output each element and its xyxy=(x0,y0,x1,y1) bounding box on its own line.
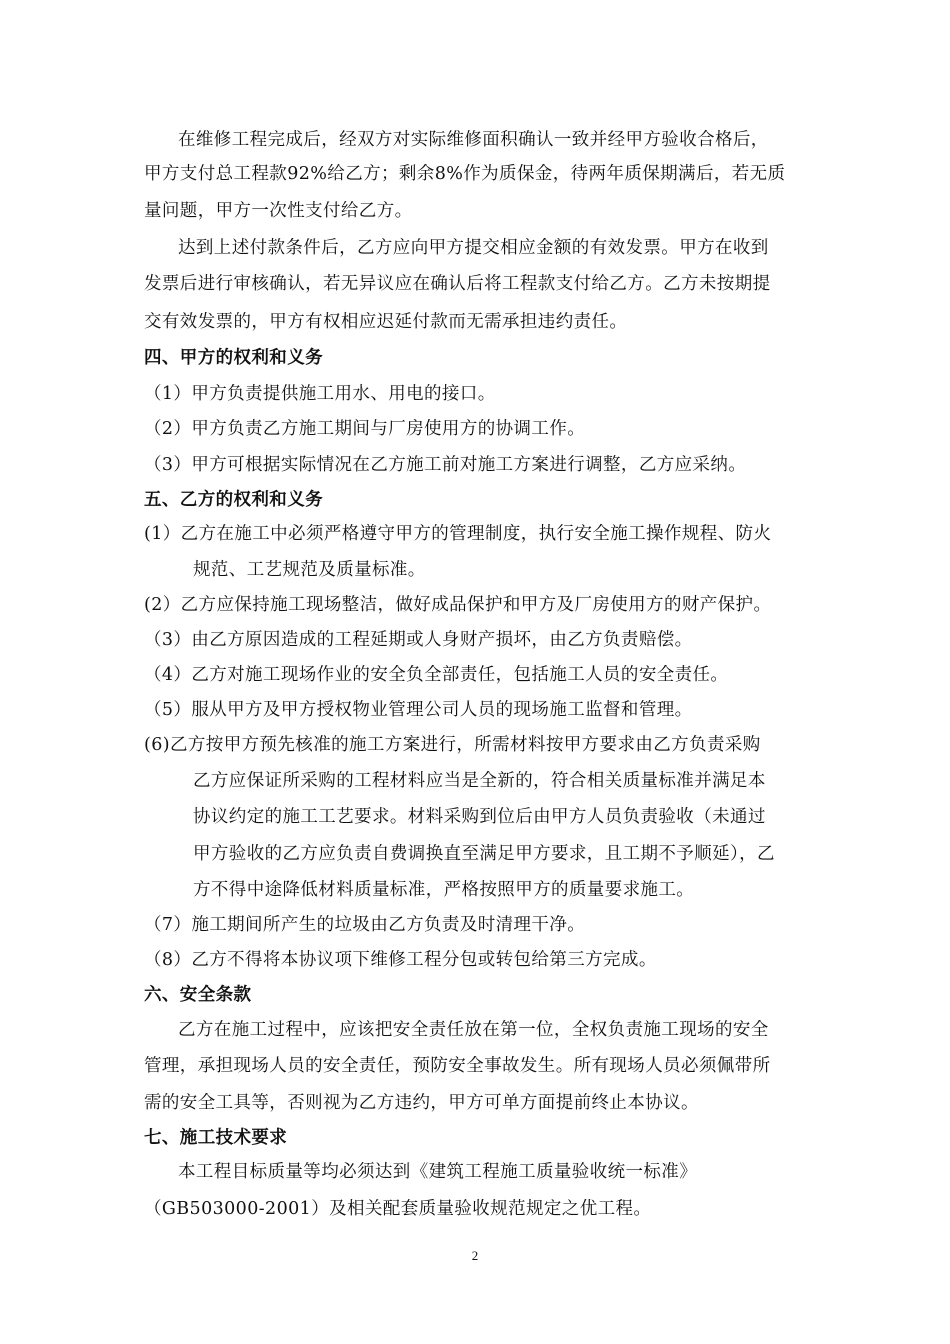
list-item: (2）乙方应保持施工现场整洁，做好成品保护和甲方及厂房使用方的财产保护。 xyxy=(144,595,772,615)
page-number: 2 xyxy=(471,1248,479,1263)
list-item: （1）甲方负责提供施工用水、用电的接口。 xyxy=(144,384,496,404)
payment-paragraph-line: 量问题，甲方一次性支付给乙方。 xyxy=(144,201,413,221)
list-item: （7）施工期间所产生的垃圾由乙方负责及时清理干净。 xyxy=(144,915,586,935)
list-item: （8）乙方不得将本协议项下维修工程分包或转包给第三方完成。 xyxy=(144,950,657,970)
payment-paragraph-line: 甲方支付总工程款92%给乙方；剩余8%作为质保金，待两年质保期满后，若无质 xyxy=(144,164,786,184)
tech-paragraph-line: （GB503000-2001）及相关配套质量验收规范规定之优工程。 xyxy=(144,1199,652,1219)
section-heading: 五、乙方的权利和义务 xyxy=(144,490,323,510)
list-item-continuation: 协议约定的施工工艺要求。材料采购到位后由甲方人员负责验收（未通过 xyxy=(193,807,766,827)
tech-paragraph-line: 本工程目标质量等均必须达到《建筑工程施工质量验收统一标准》 xyxy=(178,1162,698,1182)
list-item: (1）乙方在施工中必须严格遵守甲方的管理制度，执行安全施工操作规程、防火 xyxy=(144,524,772,544)
list-item-continuation: 甲方验收的乙方应负责自费调换直至满足甲方要求，且工期不予顺延），乙 xyxy=(193,844,775,864)
list-item: (6)乙方按甲方预先核准的施工方案进行，所需材料按甲方要求由乙方负责采购 xyxy=(144,735,761,755)
list-item-continuation: 规范、工艺规范及质量标准。 xyxy=(193,560,426,580)
safety-paragraph-line: 乙方在施工过程中，应该把安全责任放在第一位，全权负责施工现场的安全 xyxy=(178,1020,769,1040)
section-heading: 四、甲方的权利和义务 xyxy=(144,348,323,368)
invoice-paragraph-line: 达到上述付款条件后，乙方应向甲方提交相应金额的有效发票。甲方在收到 xyxy=(178,238,769,258)
safety-paragraph-line: 需的安全工具等，否则视为乙方违约，甲方可单方面提前终止本协议。 xyxy=(144,1093,699,1113)
list-item-continuation: 乙方应保证所采购的工程材料应当是全新的，符合相关质量标准并满足本 xyxy=(193,771,766,791)
invoice-paragraph-line: 发票后进行审核确认，若无异议应在确认后将工程款支付给乙方。乙方未按期提 xyxy=(144,274,771,294)
list-item: （3）由乙方原因造成的工程延期或人身财产损坏，由乙方负责赔偿。 xyxy=(144,630,693,650)
payment-paragraph-line: 在维修工程完成后，经双方对实际维修面积确认一致并经甲方验收合格后， xyxy=(178,130,769,150)
list-item: （5）服从甲方及甲方授权物业管理公司人员的现场施工监督和管理。 xyxy=(144,700,693,720)
section-heading: 七、施工技术要求 xyxy=(144,1128,288,1148)
list-item-continuation: 方不得中途降低材料质量标准，严格按照甲方的质量要求施工。 xyxy=(193,880,695,900)
safety-paragraph-line: 管理，承担现场人员的安全责任，预防安全事故发生。所有现场人员必须佩带所 xyxy=(144,1056,771,1076)
section-heading: 六、安全条款 xyxy=(144,985,252,1005)
list-item: （3）甲方可根据实际情况在乙方施工前对施工方案进行调整，乙方应采纳。 xyxy=(144,455,747,475)
invoice-paragraph-line: 交有效发票的，甲方有权相应迟延付款而无需承担违约责任。 xyxy=(144,312,628,332)
list-item: （4）乙方对施工现场作业的安全负全部责任，包括施工人员的安全责任。 xyxy=(144,665,729,685)
list-item: （2）甲方负责乙方施工期间与厂房使用方的协调工作。 xyxy=(144,419,586,439)
